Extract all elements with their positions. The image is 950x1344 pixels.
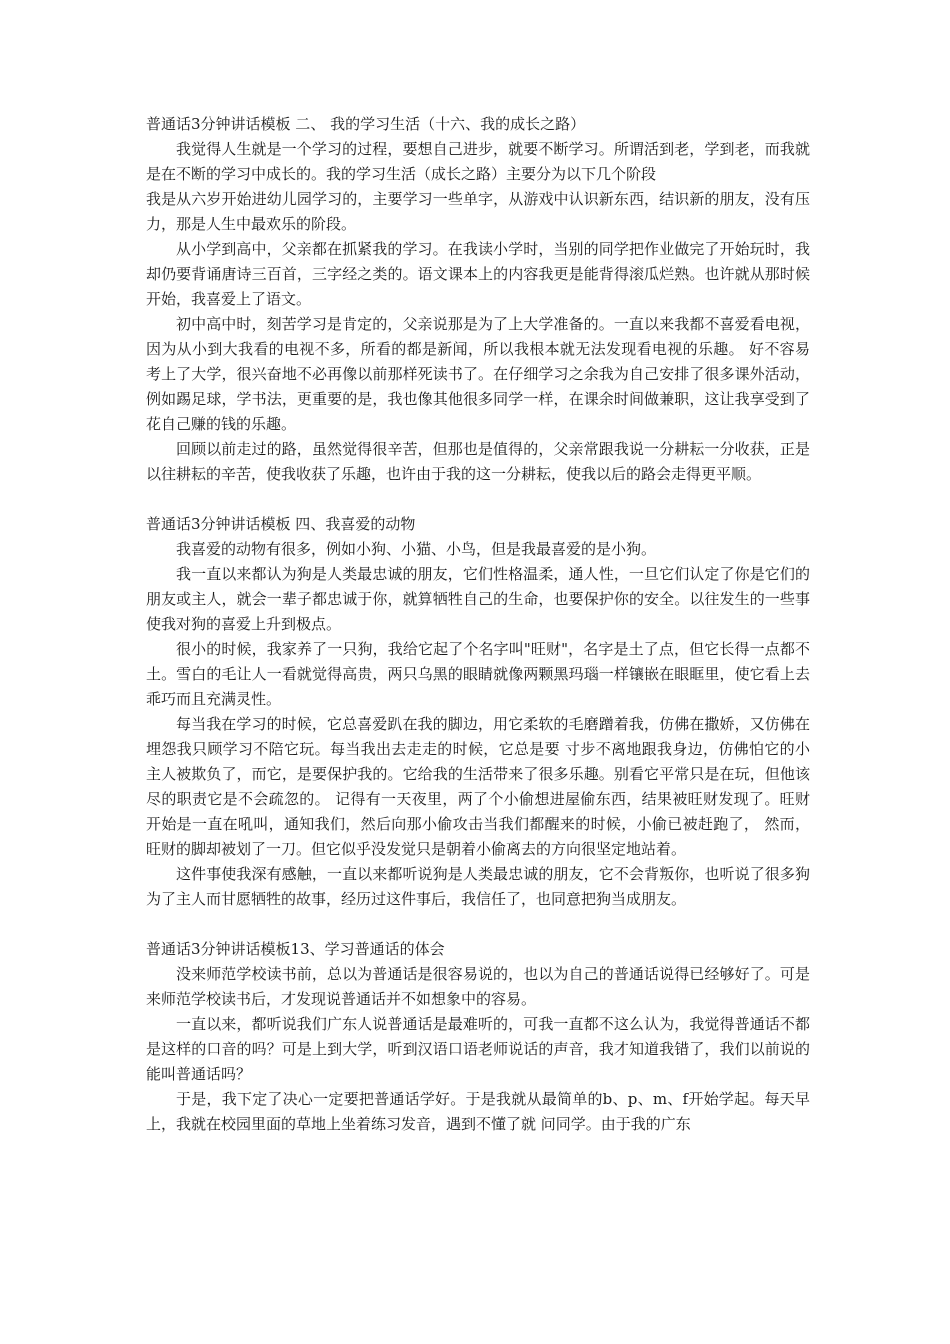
- paragraph: 从小学到高中，父亲都在抓紧我的学习。在我读小学时，当别的同学把作业做完了开始玩时，我却仍要背诵唐诗三百首，三字经之类的。语文课本上的内容我更是能背得滚瓜烂熟。也许就从那时候开始，我喜爱上了语文。: [146, 240, 810, 308]
- section-heading: 普通话3分钟讲话模板 二、 我的学习生活（十六、我的成长之路）: [146, 115, 586, 133]
- section-study-life: [146, 112, 810, 487]
- paragraph: 我觉得人生就是一个学习的过程，要想自己进步，就要不断学习。所谓活到老，学到老，而我就是在不断的学习中成长的。我的学习生活（成长之路）主要分为以下几个阶段: [146, 140, 810, 183]
- paragraph: 每当我在学习的时候，它总喜爱趴在我的脚边，用它柔软的毛磨蹭着我，仿佛在撒娇，又仿佛在埋怨我只顾学习不陪它玩。每当我出去走走的时候，它总是要 寸步不离地跟我身边，仿佛怕它的小主人被欺负了，而它，是要保护我的。它给我的生活带来了很多乐趣。别看它平常只是在玩，但他该尽的职责它是不会疏忽的。 记得有一天夜里，两了个小偷想进屋偷东西，结果被旺财发现了。旺财开始是一直在吼叫，通知我们，然后向那小偷攻击当我们都醒来的时候，小偷已被赶跑了， 然而，旺财的脚却被划了一刀。但它似乎没发觉只是朝着小偷离去的方向很坚定地站着。: [146, 715, 810, 858]
- section-heading: 普通话3分钟讲话模板 四、我喜爱的动物: [146, 515, 416, 533]
- paragraph: 我是从六岁开始进幼儿园学习的，主要学习一些单字，从游戏中认识新东西，结识新的朋友，没有压力，那是人生中最欢乐的阶段。: [146, 190, 810, 233]
- paragraph: 这件事使我深有感触，一直以来都听说狗是人类最忠诚的朋友，它不会背叛你，也听说了很多狗为了主人而甘愿牺牲的故事，经历过这件事后，我信任了，也同意把狗当成朋友。: [146, 865, 810, 908]
- paragraph: 我喜爱的动物有很多，例如小狗、小猫、小鸟，但是我最喜爱的是小狗。: [176, 540, 657, 558]
- section-favorite-animal: [146, 512, 810, 912]
- paragraph: 很小的时候，我家养了一只狗，我给它起了个名字叫"旺财"，名字是土了点，但它长得一点都不土。雪白的毛让人一看就觉得高贵，两只乌黑的眼睛就像两颗黑玛瑙一样镶嵌在眼眶里，使它看上去乖巧而且充满灵性。: [146, 640, 810, 708]
- paragraph: 于是，我下定了决心一定要把普通话学好。于是我就从最简单的b、p、m、f开始学起。每天早上，我就在校园里面的草地上坐着练习发音，遇到不懂了就 问同学。由于我的广东: [146, 1090, 810, 1133]
- paragraph: 回顾以前走过的路，虽然觉得很辛苦，但那也是值得的，父亲常跟我说一分耕耘一分收获，正是以往耕耘的辛苦，使我收获了乐趣，也许由于我的这一分耕耘，使我以后的路会走得更平顺。: [146, 440, 810, 483]
- paragraph: 没来师范学校读书前，总以为普通话是很容易说的，也以为自己的普通话说得已经够好了。可是来师范学校读书后，才发现说普通话并不如想象中的容易。: [146, 965, 810, 1008]
- paragraph: 我一直以来都认为狗是人类最忠诚的朋友，它们性格温柔，通人性，一旦它们认定了你是它们的朋友或主人，就会一辈子都忠诚于你，就算牺牲自己的生命，也要保护你的安全。以往发生的一些事使我对狗的喜爱上升到极点。: [146, 565, 810, 633]
- document-page: [146, 112, 810, 1137]
- paragraph: 初中高中时，刻苦学习是肯定的，父亲说那是为了上大学准备的。一直以来我都不喜爱看电视，因为从小到大我看的电视不多，所看的都是新闻，所以我根本就无法发现看电视的乐趣。 好不容易考上了大学，很兴奋地不必再像以前那样死读书了。在仔细学习之余我为自己安排了很多课外活动，例如踢足球，学书法，更重要的是，我也像其他很多同学一样，在课余时间做兼职，这让我享受到了花自己赚的钱的乐趣。: [146, 315, 810, 433]
- paragraph: 一直以来，都听说我们广东人说普通话是最难听的，可我一直都不这么认为，我觉得普通话不都是这样的口音的吗？可是上到大学，听到汉语口语老师说话的声音，我才知道我错了，我们以前说的能叫普通话吗？: [146, 1015, 810, 1083]
- section-learning-putonghua: [146, 937, 810, 1137]
- section-heading: 普通话3分钟讲话模板13、学习普通话的体会: [146, 940, 445, 958]
